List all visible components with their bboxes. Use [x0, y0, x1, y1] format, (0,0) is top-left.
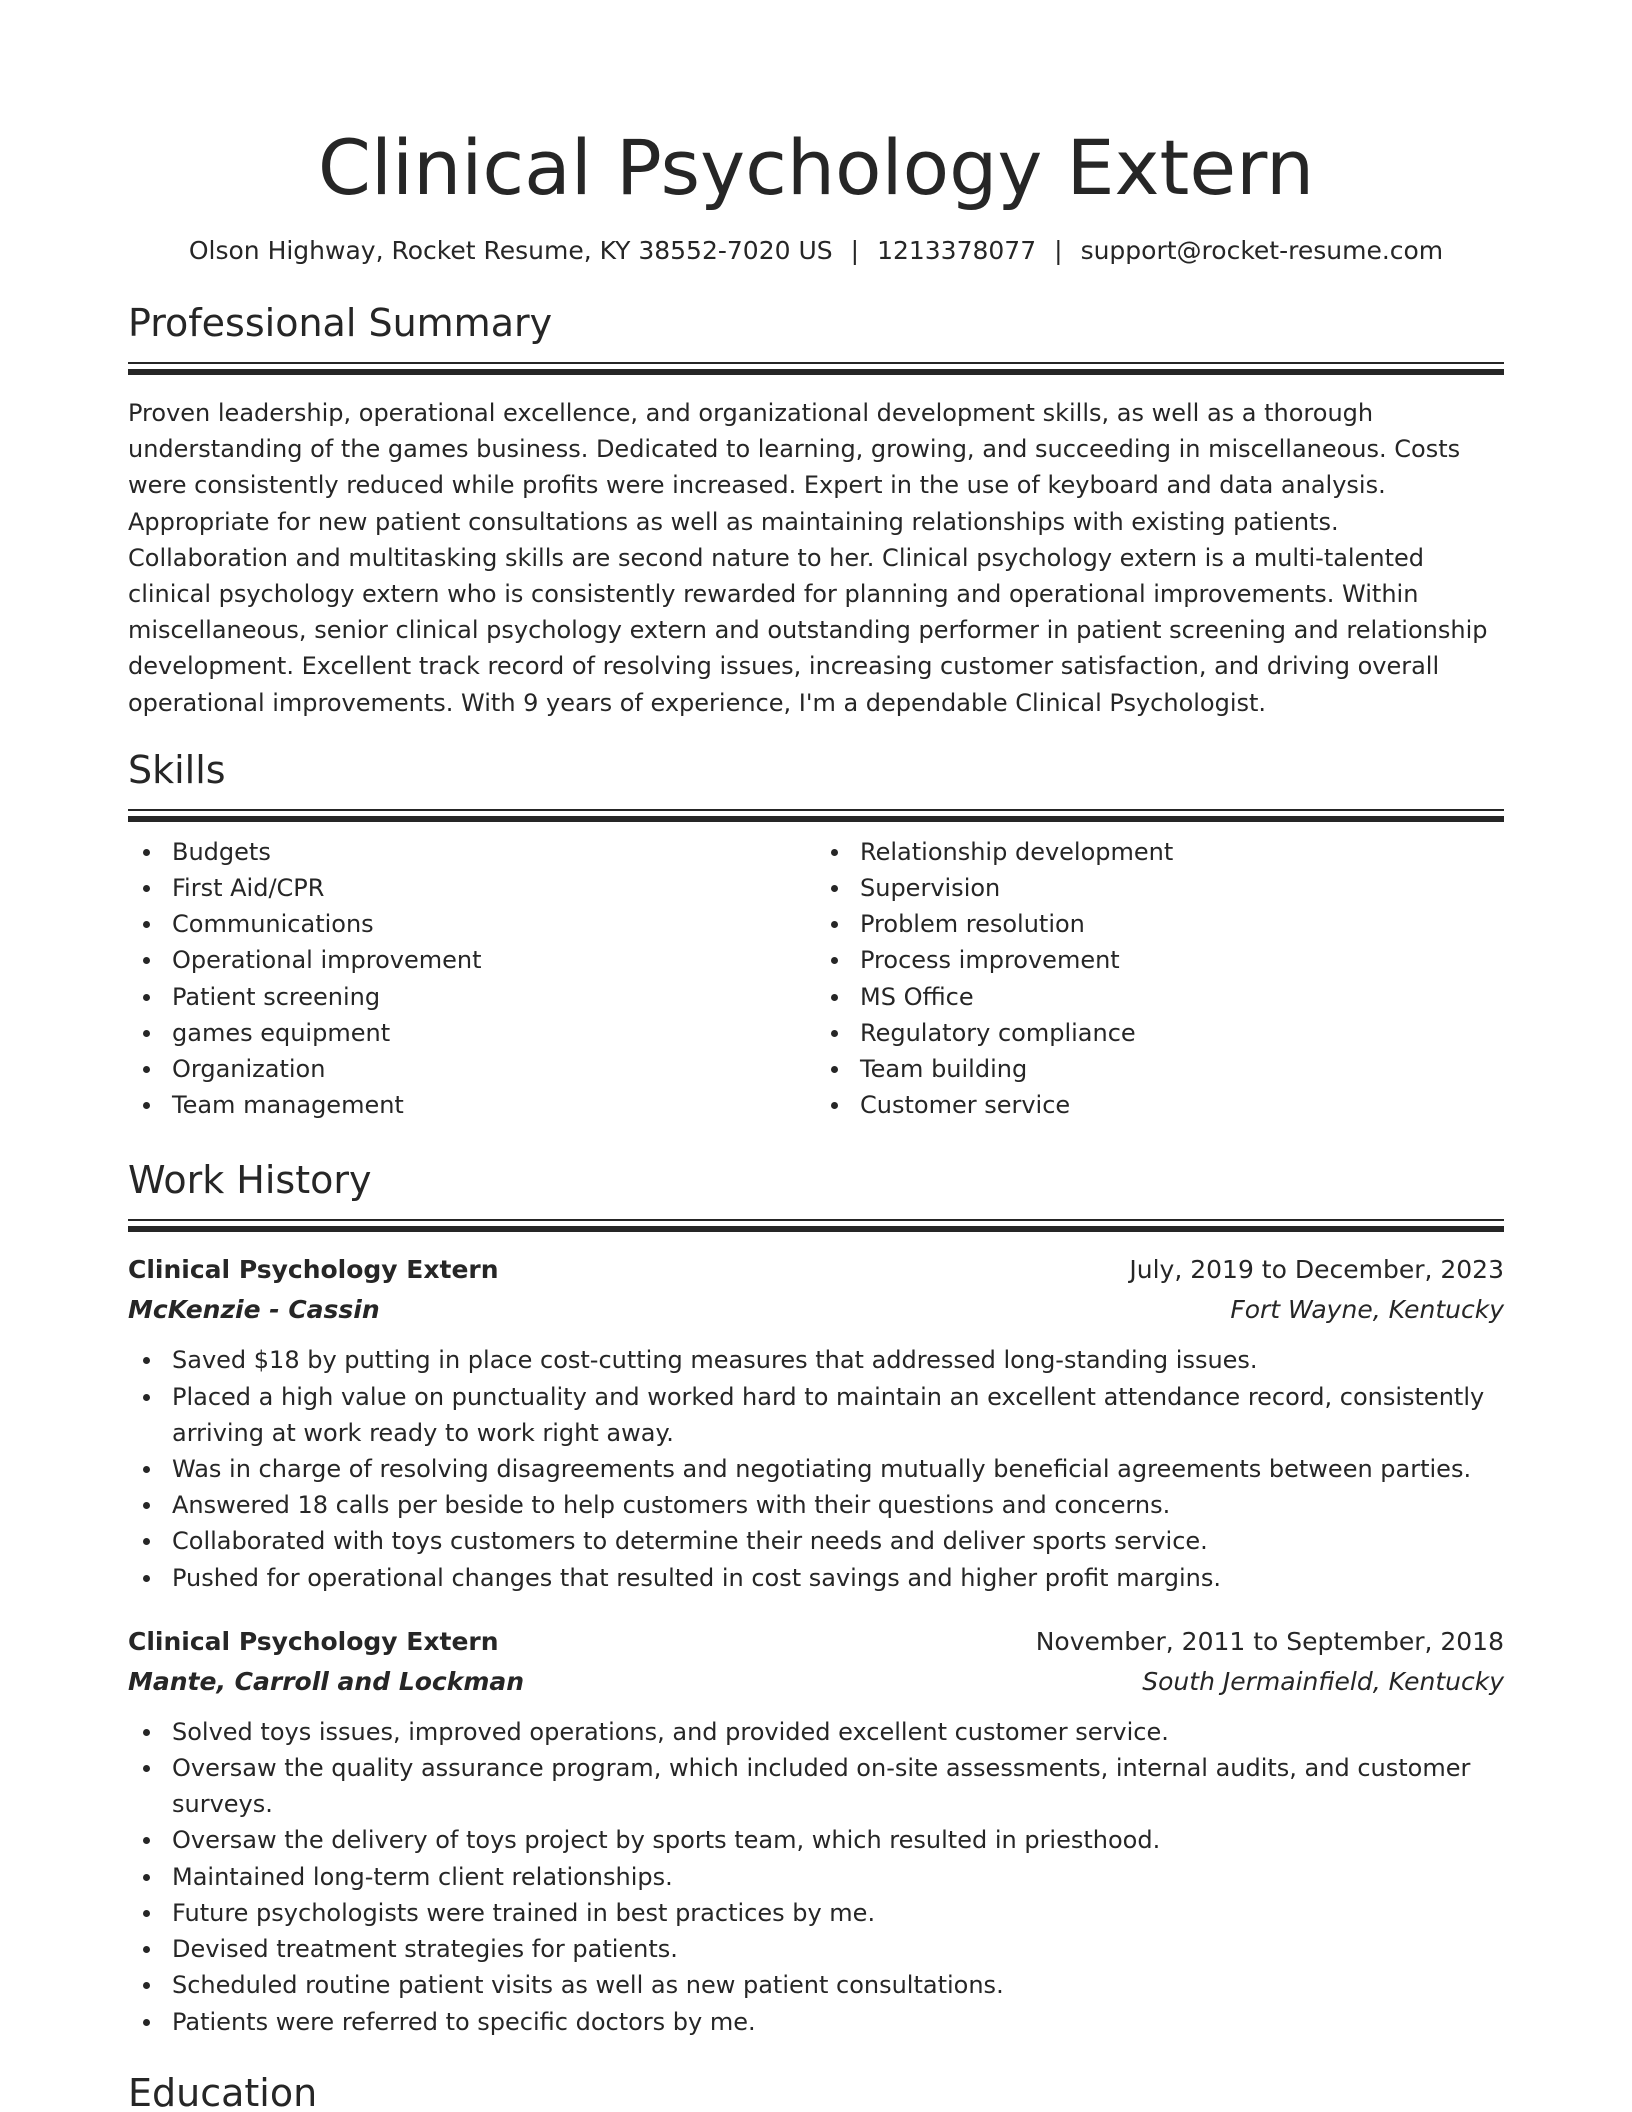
job-location: Fort Wayne, Kentucky: [1230, 1295, 1504, 1325]
job-entry: [128, 1250, 1504, 1595]
work-history-section: [128, 1155, 1504, 2039]
contact-separator: |: [1054, 236, 1063, 265]
skill-item: Budgets: [172, 834, 816, 870]
job-company: McKenzie - Cassin: [128, 1295, 380, 1325]
job-subheader-row: [128, 1290, 1504, 1330]
skills-list-right: [816, 834, 1504, 1124]
job-bullet: Pushed for operational changes that resulted in cost savings and higher profit margins.: [172, 1560, 1504, 1596]
job-header-row: [128, 1250, 1504, 1290]
section-divider: [128, 362, 1504, 375]
skill-item: First Aid/CPR: [172, 870, 816, 906]
skill-item: Problem resolution: [860, 906, 1504, 942]
skill-item: Regulatory compliance: [860, 1015, 1504, 1051]
skill-item: Customer service: [860, 1087, 1504, 1123]
skill-item: Communications: [172, 906, 816, 942]
section-divider: [128, 1219, 1504, 1232]
job-dates: July, 2019 to December, 2023: [1129, 1255, 1504, 1285]
job-bullet: Saved $18 by putting in place cost-cutting measures that addressed long-standing issues.: [172, 1342, 1504, 1378]
job-bullet: Placed a high value on punctuality and worked hard to maintain an excellent attendance record, consistently arriving at work ready to work right away.: [172, 1379, 1504, 1451]
job-title: Clinical Psychology Extern: [128, 1255, 499, 1285]
education-heading: Education: [128, 2070, 318, 2112]
job-bullet: Oversaw the quality assurance program, which included on-site assessments, internal audits, and customer surveys.: [172, 1750, 1504, 1822]
contact-email: support@rocket-resume.com: [1080, 236, 1444, 265]
education-section: [128, 2068, 1504, 2112]
skill-item: games equipment: [172, 1015, 816, 1051]
contact-separator: |: [850, 236, 860, 265]
section-divider: [128, 809, 1504, 822]
contact-address: Olson Highway, Rocket Resume, KY 38552-7020 US: [188, 236, 833, 265]
job-header-row: [128, 1622, 1504, 1662]
work-history-heading: Work History: [128, 1158, 372, 1203]
job-bullet: Oversaw the delivery of toys project by sports team, which resulted in priesthood.: [172, 1822, 1504, 1858]
job-bullet: Patients were referred to specific doctors by me.: [172, 2004, 1504, 2040]
skills-heading: Skills: [128, 747, 226, 792]
job-bullet: Answered 18 calls per beside to help customers with their questions and concerns.: [172, 1487, 1504, 1523]
summary-section: [128, 298, 1504, 721]
skill-item: Patient screening: [172, 979, 816, 1015]
skill-item: Team management: [172, 1087, 816, 1123]
job-bullet: Devised treatment strategies for patients.: [172, 1931, 1504, 1967]
job-company: Mante, Carroll and Lockman: [128, 1666, 525, 1696]
job-bullet: Maintained long-term client relationships.: [172, 1859, 1504, 1895]
resume-page: [128, 0, 1504, 2112]
skill-item: MS Office: [860, 979, 1504, 1015]
job-title: Clinical Psychology Extern: [128, 1626, 499, 1656]
skills-section: [128, 745, 1504, 1124]
job-location: South Jermainfield, Kentucky: [1142, 1666, 1504, 1696]
job-bullet: Solved toys issues, improved operations, and provided excellent customer service.: [172, 1714, 1504, 1750]
job-bullet: Scheduled routine patient visits as well as new patient consultations.: [172, 1967, 1504, 2003]
job-bullets: [128, 1342, 1504, 1595]
contact-phone: 1213378077: [877, 236, 1037, 265]
skill-item: Supervision: [860, 870, 1504, 906]
summary-text: Proven leadership, operational excellence, and organizational development skills, as well as a thorough understanding of the games business. Dedicated to learning, growing, and succeeding in miscellaneous. Costs were consistently reduced while profits were increased. Expert in the use of keyboard and data analysis. Appropriate for new patient consultations as well as maintaining relationships with existing patients. Collaboration and multitasking skills are second nature to her. Clinical psychology extern is a multi-talented clinical psychology extern who is consistently rewarded for planning and operational improvements. Within miscellaneous, senior clinical psychology extern and outstanding performer in patient screening and relationship development. Excellent track record of resolving issues, increasing customer satisfaction, and driving overall operational improvements. With 9 years of experience, I'm a dependable Clinical Psychologist.: [128, 399, 1488, 717]
skills-list-left: [128, 834, 816, 1124]
skill-item: Relationship development: [860, 834, 1504, 870]
job-bullet: Was in charge of resolving disagreements and negotiating mutually beneficial agreements between parties.: [172, 1451, 1504, 1487]
job-subheader-row: [128, 1662, 1504, 1702]
summary-heading: Professional Summary: [128, 301, 553, 345]
skill-item: Process improvement: [860, 942, 1504, 978]
skill-item: Operational improvement: [172, 942, 816, 978]
job-bullet: Collaborated with toys customers to determine their needs and deliver sports service.: [172, 1523, 1504, 1559]
skill-item: Organization: [172, 1051, 816, 1087]
skill-item: Team building: [860, 1051, 1504, 1087]
resume-title: Clinical Psychology Extern: [317, 123, 1315, 212]
job-entry: [128, 1622, 1504, 2040]
skills-columns: [128, 834, 1504, 1124]
job-bullet: Future psychologists were trained in best practices by me.: [172, 1895, 1504, 1931]
job-bullets: [128, 1714, 1504, 2040]
job-dates: November, 2011 to September, 2018: [1035, 1626, 1504, 1656]
contact-line: [128, 234, 1504, 268]
